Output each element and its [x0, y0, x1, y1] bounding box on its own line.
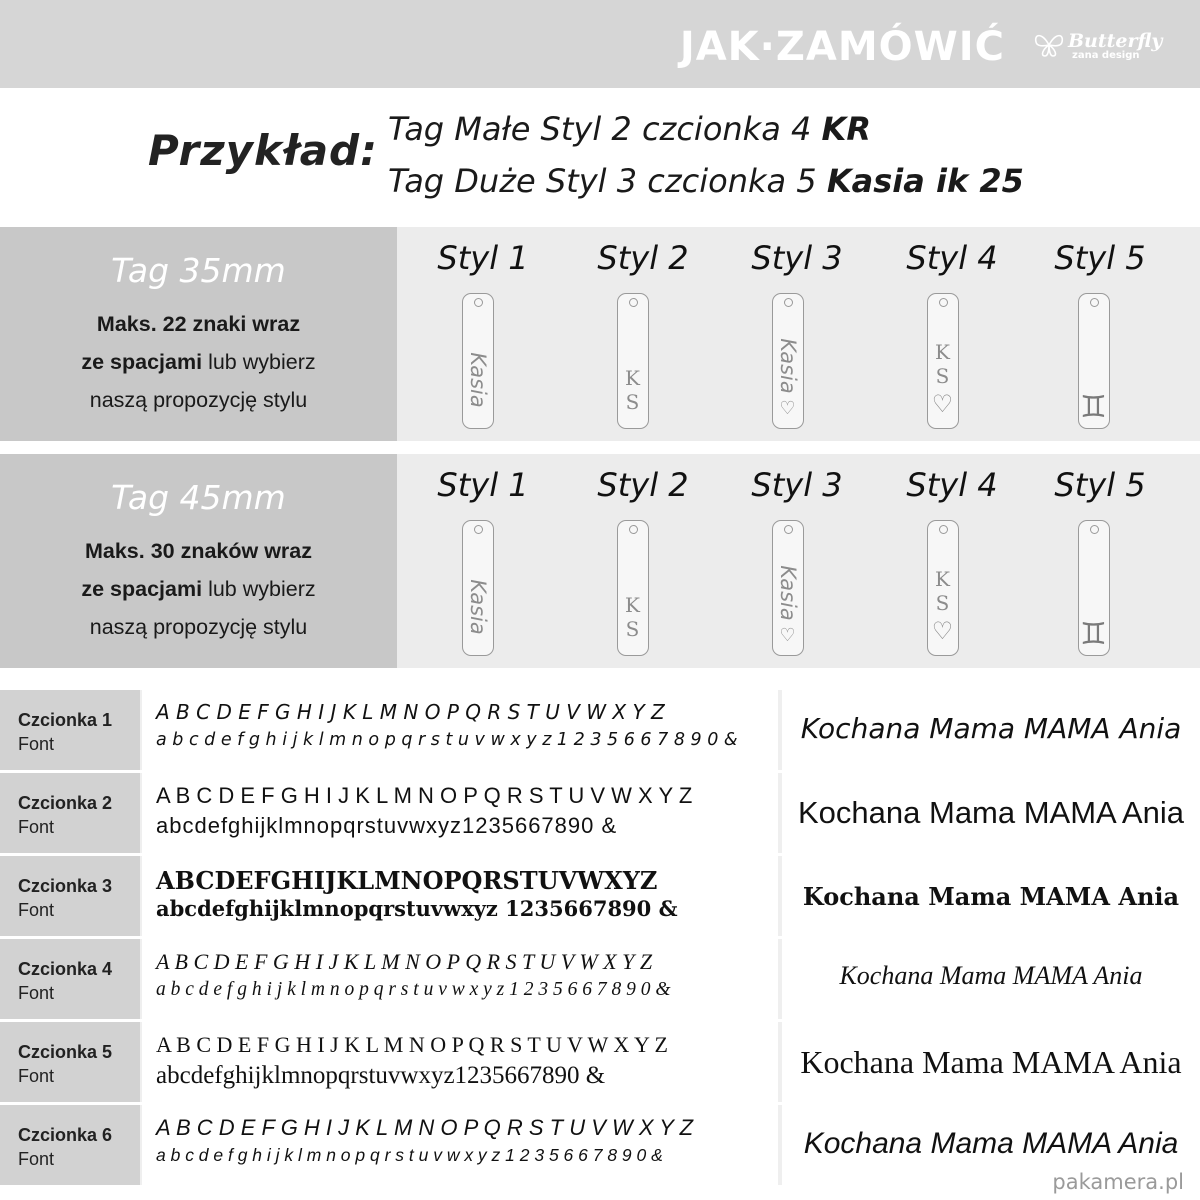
tag-style-2	[617, 293, 649, 429]
tag-section-45mm	[0, 454, 1200, 668]
style-label-2: Styl 2	[597, 466, 689, 504]
tag-desc-line-3: naszą propozycję stylu	[89, 388, 308, 412]
style-label-5: Styl 5	[1054, 466, 1146, 504]
engraving-name: Kasia	[776, 565, 800, 621]
tag-style-5	[1078, 520, 1110, 656]
alphabet-lower: abcdefghijklmnopqrstuvwxyz1235667890 &	[156, 1062, 606, 1089]
example-label: Przykład:	[148, 126, 378, 175]
sample-text: Kochana Mama MAMA Ania	[798, 795, 1184, 830]
example-line-1-text: Tag Małe Styl 2 czcionka 4	[388, 110, 822, 148]
sample-text: Kochana Mama MAMA Ania	[800, 712, 1182, 745]
alphabet-upper: A B C D E F G H I J K L M N O P Q R S T U V W X Y Z	[156, 1115, 694, 1140]
tag-style-1	[462, 520, 494, 656]
engraving-s: S	[625, 390, 640, 414]
gemini-icon: ♊	[1080, 617, 1107, 652]
font-sample	[782, 1022, 1200, 1102]
sample-text: Kochana Mama MAMA Ania	[803, 1127, 1179, 1160]
font-name: Czcionka 2	[18, 793, 113, 813]
style-label-2: Styl 2	[597, 239, 689, 277]
font-name: Czcionka 4	[18, 959, 113, 979]
font-row-1	[0, 690, 1200, 770]
alphabet-upper: A B C D E F G H I J K L M N O P Q R S T U V W X Y Z	[156, 700, 665, 724]
logo-subtitle: zana design	[1072, 50, 1140, 61]
tag-desc-bold-2: ze spacjami	[81, 350, 203, 374]
font-sample	[782, 856, 1200, 936]
sample-text: Kochana Mama MAMA Ania	[839, 961, 1143, 990]
tag-hole	[939, 298, 948, 307]
tag-style-4	[927, 520, 959, 656]
gemini-icon: ♊	[1080, 390, 1107, 425]
tag-desc-rest: lub wybierz	[202, 350, 316, 374]
style-label-1: Styl 1	[437, 466, 529, 504]
font-name: Czcionka 3	[18, 876, 113, 896]
tag-hole	[629, 525, 638, 534]
font-name: Czcionka 5	[18, 1042, 113, 1062]
tag-style-2	[617, 520, 649, 656]
tag-desc-line-1	[0, 305, 397, 343]
tag-hole	[784, 525, 793, 534]
font-label	[0, 939, 140, 1019]
heart-icon: ♡	[779, 625, 796, 646]
font-label	[0, 1022, 140, 1102]
heart-icon: ♡	[931, 390, 954, 418]
font-row-4	[0, 939, 1200, 1019]
font-label	[0, 1105, 140, 1185]
tag-desc-line-1	[0, 532, 397, 570]
style-label-4: Styl 4	[906, 239, 998, 277]
alphabet-lower: a b c d e f g h i j k l m n o p q r s t u v w x y z 1 2 3 5 6 6 7 8 9 0 &	[156, 979, 671, 1000]
tag-hole	[1090, 298, 1099, 307]
style-label-1: Styl 1	[437, 239, 529, 277]
engraving-k: K	[935, 340, 950, 364]
example-line-2-text: Tag Duże Styl 3 czcionka 5	[388, 162, 827, 200]
alphabet-lower: abcdefghijklmnopqrstuvwxyz1235667890 &	[156, 813, 618, 838]
tag-desc-bold: Maks. 22 znaki wraz	[96, 312, 301, 336]
style-label-3: Styl 3	[751, 239, 843, 277]
engraving-s: S	[935, 591, 950, 615]
page-title: JAK·ZAMÓWIĆ	[679, 24, 1005, 70]
engraving-name: Kasia	[776, 338, 800, 394]
alphabet-upper: ABCDEFGHIJKLMNOPQRSTUVWXYZ	[156, 866, 658, 895]
alphabet-upper: A B C D E F G H I J K L M N O P Q R S T U V W X Y Z	[156, 783, 693, 808]
tag-info-panel	[0, 227, 397, 441]
engraving-name: Kasia	[466, 579, 490, 635]
tag-style-4	[927, 293, 959, 429]
font-sample	[782, 939, 1200, 1019]
heart-icon: ♡	[931, 617, 954, 645]
tag-desc-rest: lub wybierz	[202, 577, 316, 601]
tag-desc-line-2	[0, 570, 397, 608]
tag-description	[0, 532, 397, 646]
engraving-s: S	[625, 617, 640, 641]
font-alphabet	[142, 1022, 778, 1102]
watermark: pakamera.pl	[1052, 1170, 1184, 1194]
butterfly-logo	[1032, 28, 1163, 64]
tag-section-35mm	[0, 227, 1200, 441]
font-sublabel: Font	[18, 900, 55, 920]
font-alphabet	[142, 856, 778, 936]
font-alphabet	[142, 773, 778, 853]
sample-text: Kochana Mama MAMA Ania	[802, 882, 1180, 911]
tag-info-panel	[0, 454, 397, 668]
tag-title: Tag 35mm	[111, 251, 286, 290]
tag-hole	[939, 525, 948, 534]
engraving-name: Kasia	[466, 352, 490, 408]
style-label-5: Styl 5	[1054, 239, 1146, 277]
font-sublabel: Font	[18, 734, 55, 754]
tag-desc-bold: Maks. 30 znaków wraz	[84, 539, 313, 563]
alphabet-lower: a b c d e f g h i j k l m n o p q r s t u v w x y z 1 2 3 5 6 6 7 8 9 0 &	[156, 730, 738, 750]
font-label	[0, 856, 140, 936]
tag-hole	[474, 298, 483, 307]
tag-hole	[1090, 525, 1099, 534]
font-alphabet	[142, 690, 778, 770]
engraving-k: K	[625, 593, 640, 617]
font-label	[0, 773, 140, 853]
tag-style-1	[462, 293, 494, 429]
font-sample	[782, 690, 1200, 770]
tag-desc-line-3: naszą propozycję stylu	[89, 615, 308, 639]
engraving-s: S	[935, 364, 950, 388]
font-row-5	[0, 1022, 1200, 1102]
tag-hole	[784, 298, 793, 307]
tag-style-5	[1078, 293, 1110, 429]
tag-desc-line-2	[0, 343, 397, 381]
tag-hole	[474, 525, 483, 534]
alphabet-upper: A B C D E F G H I J K L M N O P Q R S T U V W X Y Z	[156, 949, 653, 974]
example-line-2-bold: Kasia ik 25	[826, 162, 1024, 200]
font-row-2	[0, 773, 1200, 853]
example-line-1-bold: KR	[821, 110, 871, 148]
sample-text: Kochana Mama MAMA Ania	[800, 1044, 1182, 1080]
font-name: Czcionka 1	[18, 710, 113, 730]
font-alphabet	[142, 939, 778, 1019]
font-row-6	[0, 1105, 1200, 1185]
font-sample	[782, 773, 1200, 853]
example-line-1	[388, 110, 871, 148]
heart-icon: ♡	[779, 398, 796, 419]
tag-style-3	[772, 293, 804, 429]
alphabet-lower: abcdefghijklmnopqrstuvwxyz 1235667890 &	[156, 896, 678, 921]
engraving-k: K	[625, 366, 640, 390]
style-label-4: Styl 4	[906, 466, 998, 504]
example-line-2	[388, 162, 1024, 200]
alphabet-upper: A B C D E F G H I J K L M N O P Q R S T U V W X Y Z	[156, 1032, 668, 1057]
tag-description	[0, 305, 397, 419]
font-label	[0, 690, 140, 770]
tag-hole	[629, 298, 638, 307]
font-sublabel: Font	[18, 1149, 55, 1169]
header-bar	[0, 0, 1200, 88]
alphabet-lower: a b c d e f g h i j k l m n o p q r s t u v w x y z 1 2 3 5 6 6 7 8 9 0 &	[156, 1145, 663, 1165]
font-alphabet	[142, 1105, 778, 1185]
style-label-3: Styl 3	[751, 466, 843, 504]
font-sublabel: Font	[18, 817, 55, 837]
font-sublabel: Font	[18, 1066, 55, 1086]
font-sublabel: Font	[18, 983, 55, 1003]
tag-desc-bold-2: ze spacjami	[81, 577, 203, 601]
font-name: Czcionka 6	[18, 1125, 113, 1145]
tag-style-3	[772, 520, 804, 656]
butterfly-icon	[1032, 30, 1066, 60]
tag-title: Tag 45mm	[111, 478, 286, 517]
font-row-3	[0, 856, 1200, 936]
engraving-k: K	[935, 567, 950, 591]
logo-name: Butterfly	[1068, 30, 1163, 52]
